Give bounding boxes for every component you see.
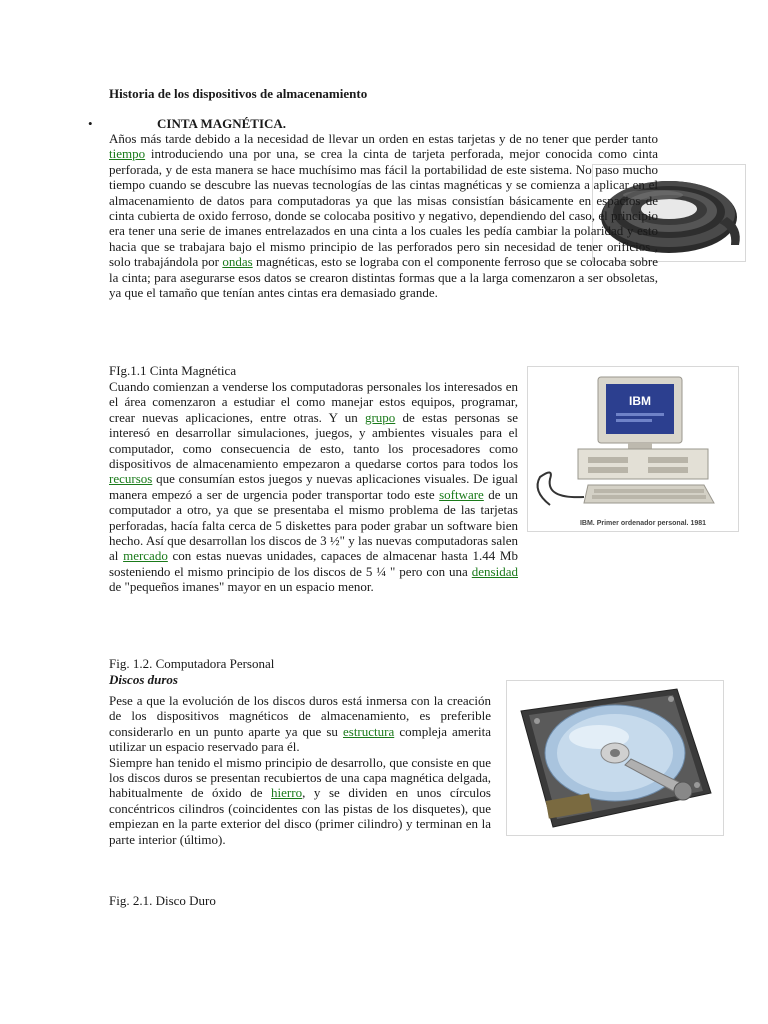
para-hd-text-a: Pese a que la evolución de los discos duros está inmersa con la creación de los dispositivos magnéticos de almacenamiento, es preferible considerarlo en un punto aparte ya que su: [109, 693, 491, 739]
figure-ibm-pc: [527, 366, 739, 532]
para-cinta-text-b: introduciendo una por una, se crea la cinta de tarjeta perforada, mejor conocida como cinta perforada, y de esta manera se hace muchísimo mas fácil la portabilidad de este sistema. No paso mucho tiempo cuando se descubre las nuevas tecnologías de las cintas magnéticas y se comienza a aplicar en el almacenamiento de datos para computadoras ya que las misas consistían básicamente en espacios de cinta cubierta de oxido ferroso, donde se colocaba positivo y negativo, dependiendo del caso, el principio era tener una serie de imanes entrelazados en una cinta a los cuales les pedía cambiar la polaridad y esto hacia que se trabajara bajo el mismo principio de las perforados pero sin necesidad de tener orificios , solo trabajándola por: [109, 146, 658, 270]
caption-fig-2-1: Fig. 2.1. Disco Duro: [109, 893, 216, 908]
para-pc-text-b: de estas personas se interesó en desarrollar simulaciones, juegos, y ambientes visuales para el computador, como consecuencia de esto, tanto los procesadores como dispositivos de almacenamiento empezaron a quedarse cortos para todos los: [109, 409, 518, 472]
paragraph-computadoras: [109, 379, 518, 595]
link-software[interactable]: software: [439, 486, 484, 502]
section-heading-discos-duros: Discos duros: [109, 672, 178, 687]
para-pc-text-f: de "pequeños imanes" mayor en un espacio menor.: [109, 579, 374, 595]
bullet-marker: •: [88, 116, 93, 131]
para-cinta-text-a: Años más tarde debido a la necesidad de llevar un orden en estas tarjetas y de no tener que perder tanto: [109, 131, 658, 146]
ibm-image-caption: IBM. Primer ordenador personal. 1981: [579, 520, 707, 527]
document-title: Historia de los dispositivos de almacenamiento: [109, 86, 368, 101]
link-densidad[interactable]: densidad: [471, 563, 518, 579]
link-recursos[interactable]: recursos: [109, 471, 153, 487]
ibm-logo-text: IBM: [629, 394, 651, 408]
para-hd-text-d: , y se dividen en unos círculos concéntricos cilindros (coincidentes con las pistas de los disquetes), que empiezan en la parte exterior del disco (primer cilindro) y terminan en la parte interior (último).: [109, 785, 491, 847]
hard-disk-image: [507, 681, 723, 835]
para-pc-text-a: Cuando comienzan a venderse los computadoras personales los interesados en el área comenzaron a estudiar el como manejar estos equipos, programar, crear nuevas aplicaciones, entre otras. Y un: [109, 379, 518, 425]
paragraph-cinta: [109, 131, 658, 300]
para-pc-text-e: con estas nuevas unidades, capaces de almacenar hasta 1.44 Mb sosteniendo el mismo principio de los discos de 5 ¼ " pero con una: [109, 548, 518, 579]
para-hd-text-c: Siempre han tenido el mismo principio de desarrollo, que consiste en que los discos duros se presentan recubiertos de una capa magnética delgada, habitualmente de óxido de: [109, 754, 491, 801]
section-heading-cinta: CINTA MAGNÉTICA.: [157, 116, 287, 131]
paragraph-discos-duros: [109, 693, 491, 847]
ibm-pc-image: [528, 367, 738, 531]
para-pc-text-d: de un computador a otro, ya que se presentaba el mismo problema de las tarjetas perforadas, hacía falta cerca de 5 diskettes para poder grabar un software bien hecho. Así que desarrollan los discos de 3 ½" y las nuevas computadoras salen al: [109, 486, 518, 564]
para-cinta-text-c: magnéticas, esto se lograba con el componente ferroso que se colocaba sobre la cinta; para asegurarse esos datos se crearon distintas formas que a la larga comenzaron a ser obsoletas, ya que el tamaño que tenían antes cintas era demasiado grande.: [109, 254, 658, 301]
para-pc-text-c: que consumían estos juegos y nuevas aplicaciones visuales. De igual manera empezó a ser de urgencia poder transportar todo este: [109, 471, 518, 502]
para-hd-text-b: compleja amerita utilizar un espacio reservado para él.: [109, 723, 491, 755]
link-ondas[interactable]: ondas: [222, 254, 253, 270]
link-estructura[interactable]: estructura: [342, 723, 395, 739]
link-mercado[interactable]: mercado: [123, 548, 168, 564]
caption-fig-1-1: FIg.1.1 Cinta Magnética: [109, 363, 237, 378]
link-grupo[interactable]: grupo: [364, 409, 396, 425]
figure-hard-disk: [506, 680, 724, 836]
link-hierro[interactable]: hierro: [271, 785, 303, 801]
link-tiempo[interactable]: tiempo: [109, 146, 146, 162]
caption-fig-1-2: Fig. 1.2. Computadora Personal: [109, 656, 275, 671]
